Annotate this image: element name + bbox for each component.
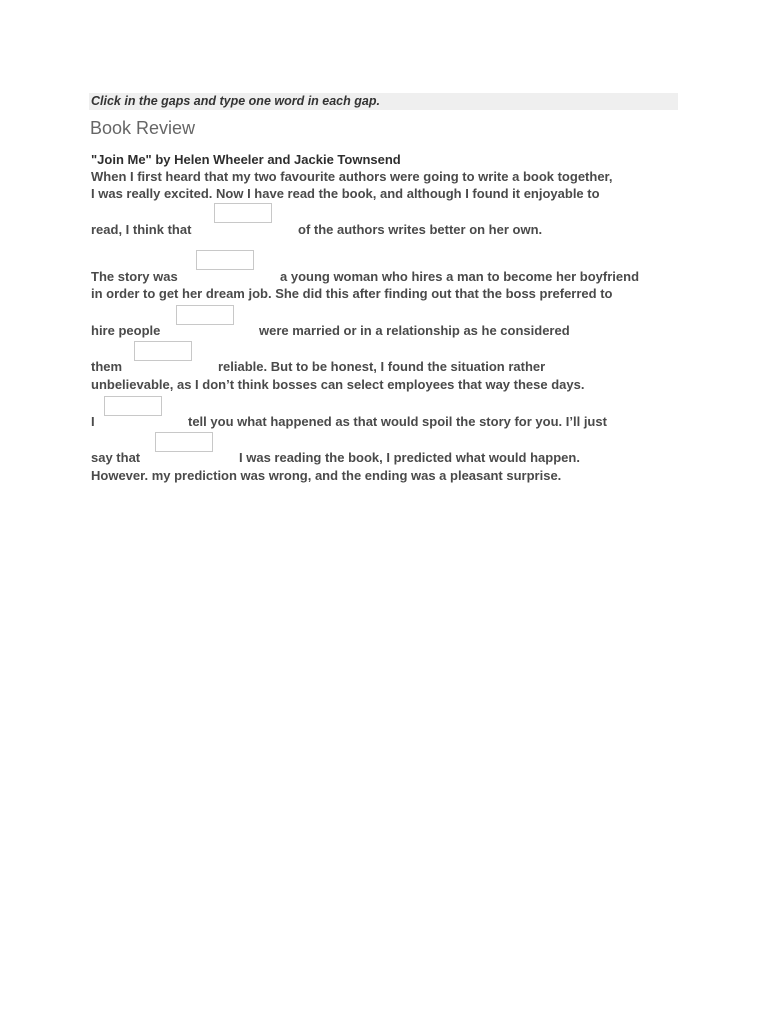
review-text-line: of the authors writes better on her own.: [298, 222, 543, 237]
review-text-line: However. my prediction was wrong, and the ending was a pleasant surprise.: [91, 468, 562, 483]
review-text-line: read, I think that: [91, 222, 192, 237]
gap-input-4[interactable]: [134, 341, 192, 361]
gap-input-3[interactable]: [176, 305, 234, 325]
review-text-line: in order to get her dream job. She did this after finding out that the boss preferred to: [91, 286, 613, 301]
gap-input-6[interactable]: [155, 432, 213, 452]
review-text-line: were married or in a relationship as he considered: [259, 323, 570, 338]
review-text-line: I was reading the book, I predicted what would happen.: [239, 450, 580, 465]
review-text-line: hire people: [91, 323, 161, 338]
review-text-line: tell you what happened as that would spoil the story for you. I’ll just: [188, 414, 607, 429]
review-text-line: I: [91, 414, 95, 429]
review-text-line: The story was: [91, 269, 178, 284]
book-title: "Join Me" by Helen Wheeler and Jackie Townsend: [91, 152, 401, 167]
gap-input-5[interactable]: [104, 396, 162, 416]
review-text-line: unbelievable, as I don’t think bosses can select employees that way these days.: [91, 377, 585, 392]
review-text-line: say that: [91, 450, 141, 465]
page-title: Book Review: [90, 118, 196, 138]
review-text-line: reliable. But to be honest, I found the situation rather: [218, 359, 546, 374]
gap-input-2[interactable]: [196, 250, 254, 270]
review-text-line: a young woman who hires a man to become her boyfriend: [280, 269, 640, 284]
review-text-line: When I first heard that my two favourite authors were going to write a book together,: [91, 169, 613, 184]
gap-input-1[interactable]: [214, 203, 272, 223]
review-text-line: I was really excited. Now I have read the book, and although I found it enjoyable to: [91, 186, 600, 201]
review-text-line: them: [91, 359, 123, 374]
instructions-banner: Click in the gaps and type one word in each gap.: [89, 93, 678, 110]
